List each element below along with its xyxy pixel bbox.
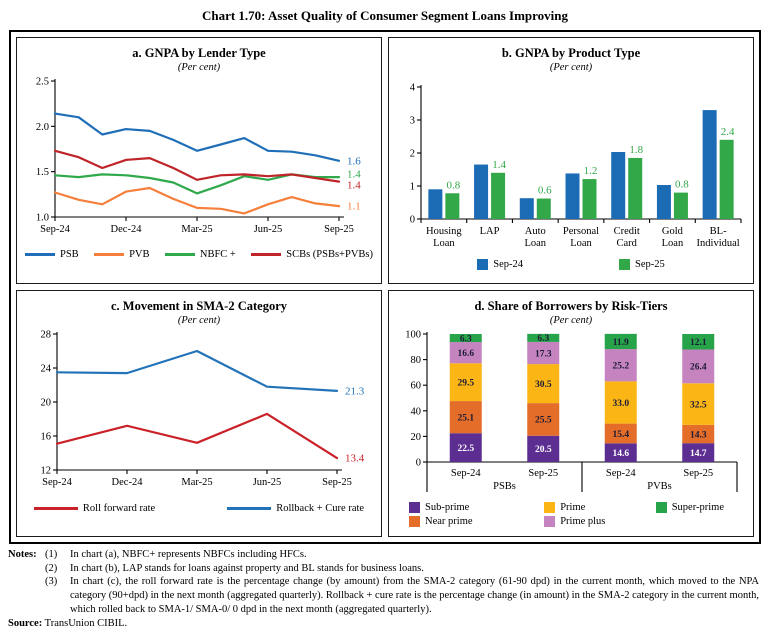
legend-label: Prime (560, 502, 586, 513)
svg-text:100: 100 (405, 329, 421, 341)
legend-sma2 (23, 496, 375, 514)
svg-text:0.6: 0.6 (537, 184, 552, 197)
svg-text:12.1: 12.1 (689, 338, 707, 349)
svg-text:1.4: 1.4 (347, 179, 361, 192)
legend-label: NBFC + (199, 249, 236, 260)
line-chart-gnpa-by-lender-type (23, 75, 375, 243)
legend-item-near-prime (409, 516, 544, 527)
svg-text:1.0: 1.0 (35, 212, 49, 224)
panel-c-subtitle: (Per cent) (177, 315, 221, 326)
legend-label: Prime plus (560, 516, 606, 527)
svg-text:Sep-24: Sep-24 (40, 224, 70, 235)
svg-text:6.3: 6.3 (459, 334, 472, 345)
stacked-bar-chart-risk-tiers (395, 328, 747, 498)
source-label: Source: (8, 618, 43, 630)
svg-text:PVBs: PVBs (647, 481, 672, 492)
svg-text:0: 0 (409, 214, 415, 226)
note-3-text: In chart (c), the roll forward rate is the percentage change (by amount) from the SMA-2 category (61-90 dpd) in the current month, which moved to the NPA category (90+dpd) in the next month (aggregated quarterly). Rollback + cure rate is the percentage change (in amount) in the SMA-2 category in the current month, which rolled back to SMA-1/ SMA-0/ 0 dpd in the next month (aggregated quarterly). (70, 576, 759, 615)
svg-text:6.3: 6.3 (537, 334, 550, 345)
legend-swatch (409, 502, 420, 513)
panel-d-subtitle: (Per cent) (549, 315, 593, 326)
svg-text:Card: Card (616, 238, 637, 249)
legend-label: SCBs (PSBs+PVBs) (286, 249, 373, 260)
svg-text:PSBs: PSBs (493, 481, 516, 492)
svg-text:Sep-24: Sep-24 (450, 468, 481, 479)
svg-text:Sep-24: Sep-24 (42, 477, 72, 488)
legend-swatch (656, 502, 667, 513)
svg-text:30.5: 30.5 (534, 379, 552, 390)
note-1-text: In chart (a), NBFC+ represents NBFCs including HFCs. (70, 549, 307, 560)
legend-product-type (395, 255, 747, 270)
legend-swatch (544, 516, 555, 527)
svg-text:20: 20 (410, 431, 421, 443)
legend-swatch (165, 253, 195, 256)
svg-text:0: 0 (415, 457, 421, 469)
legend-swatch (544, 502, 555, 513)
svg-text:1: 1 (409, 181, 415, 193)
svg-text:1.4: 1.4 (492, 158, 506, 171)
svg-text:29.5: 29.5 (457, 378, 475, 389)
legend-item-sub-prime (409, 502, 544, 513)
panel-d-title: d. Share of Borrowers by Risk-Tiers (474, 299, 668, 313)
svg-text:0.8: 0.8 (675, 178, 689, 191)
legend-label: PSB (60, 249, 79, 260)
legend-label: Roll forward rate (82, 503, 156, 514)
panel-c-title: c. Movement in SMA-2 Category (111, 299, 287, 313)
figure-frame (9, 30, 761, 544)
svg-text:25.2: 25.2 (612, 361, 630, 372)
svg-text:Sep-25: Sep-25 (528, 468, 559, 479)
panel-d-borrowers-by-risk-tiers (388, 290, 754, 537)
legend-swatch (251, 253, 281, 256)
svg-text:14.6: 14.6 (612, 448, 630, 459)
legend-label: Sub-prime (425, 502, 470, 513)
svg-text:25.1: 25.1 (457, 413, 475, 424)
svg-text:20.5: 20.5 (534, 445, 552, 456)
svg-text:BL-: BL- (709, 226, 727, 237)
svg-text:1.4: 1.4 (347, 168, 361, 181)
svg-text:14.7: 14.7 (689, 448, 707, 459)
svg-text:1.8: 1.8 (629, 143, 644, 156)
svg-text:1.5: 1.5 (35, 167, 49, 179)
panel-a-subtitle: (Per cent) (177, 62, 221, 73)
svg-text:25.5: 25.5 (534, 415, 552, 426)
legend-item-super-prime (656, 502, 747, 513)
svg-text:LAP: LAP (479, 226, 500, 237)
svg-text:3: 3 (409, 115, 415, 127)
legend-item-rollback-cure-rate (227, 503, 364, 514)
source-text: TransUnion CIBIL. (44, 618, 128, 630)
svg-text:Housing: Housing (426, 226, 462, 237)
svg-text:22.5: 22.5 (457, 443, 475, 454)
bar-chart-gnpa-by-product-type (395, 75, 747, 255)
svg-text:13.4: 13.4 (345, 452, 365, 465)
panel-b-subtitle: (Per cent) (549, 62, 593, 73)
legend-swatch (477, 259, 488, 270)
svg-text:16.6: 16.6 (457, 348, 475, 359)
legend-item-nbfc (165, 249, 236, 260)
svg-text:14.3: 14.3 (689, 430, 707, 441)
svg-text:0.8: 0.8 (446, 179, 461, 192)
svg-text:4: 4 (409, 82, 415, 94)
legend-label: Sep-25 (635, 259, 665, 270)
svg-text:32.5: 32.5 (689, 400, 707, 411)
panel-c-movement-in-sma2 (16, 290, 382, 537)
svg-text:20: 20 (40, 397, 51, 409)
svg-text:Auto: Auto (524, 226, 546, 237)
svg-text:26.4: 26.4 (689, 362, 707, 373)
legend-swatch (94, 253, 124, 256)
svg-text:2.5: 2.5 (35, 76, 49, 88)
svg-text:2.4: 2.4 (720, 125, 735, 138)
panel-b-gnpa-by-product-type (388, 37, 754, 284)
svg-text:Dec-24: Dec-24 (111, 477, 143, 488)
note-1-num: (1) (45, 549, 58, 560)
legend-swatch (25, 253, 55, 256)
legend-label: PVB (129, 249, 150, 260)
svg-text:Mar-25: Mar-25 (181, 477, 213, 488)
svg-text:Gold: Gold (661, 226, 683, 237)
legend-item-sep-24 (477, 259, 523, 270)
svg-text:Sep-25: Sep-25 (322, 477, 352, 488)
note-3-num: (3) (45, 576, 58, 588)
notes-section (8, 548, 761, 631)
svg-text:33.0: 33.0 (612, 398, 630, 409)
svg-text:15.4: 15.4 (612, 429, 630, 440)
legend-label: Super-prime (671, 502, 724, 513)
panel-a-title: a. GNPA by Lender Type (132, 46, 266, 60)
svg-text:17.3: 17.3 (534, 349, 552, 360)
svg-text:Sep-25: Sep-25 (324, 224, 354, 235)
legend-item-roll-forward-rate (34, 503, 155, 514)
legend-item-prime (544, 502, 656, 513)
legend-lender-type (23, 243, 375, 260)
svg-text:16: 16 (40, 431, 51, 443)
svg-text:2.0: 2.0 (35, 121, 49, 133)
svg-text:Credit: Credit (613, 226, 640, 237)
svg-text:21.3: 21.3 (345, 385, 365, 398)
svg-text:2: 2 (409, 148, 415, 160)
legend-swatch (227, 507, 271, 510)
svg-text:60: 60 (410, 380, 421, 392)
panel-a-gnpa-by-lender-type (16, 37, 382, 284)
figure-title: Chart 1.70: Asset Quality of Consumer Segment Loans Improving (201, 8, 569, 23)
svg-text:Loan: Loan (661, 238, 684, 249)
svg-text:Mar-25: Mar-25 (181, 224, 213, 235)
legend-label: Near prime (425, 516, 473, 527)
note-2-num: (2) (45, 562, 58, 574)
legend-label: Rollback + Cure rate (276, 503, 365, 514)
legend-item-sep-25 (619, 259, 665, 270)
legend-item-psb (25, 249, 79, 260)
panel-b-title: b. GNPA by Product Type (501, 46, 641, 60)
legend-risk-tiers (395, 498, 747, 527)
line-chart-sma2-movement (23, 328, 375, 496)
svg-text:Jun-25: Jun-25 (253, 224, 283, 235)
svg-text:Sep-24: Sep-24 (605, 468, 636, 479)
svg-text:80: 80 (410, 355, 421, 367)
svg-text:1.2: 1.2 (583, 165, 598, 178)
notes-label: Notes: (8, 549, 37, 560)
svg-text:40: 40 (410, 406, 421, 418)
svg-text:12: 12 (40, 465, 51, 477)
svg-text:11.9: 11.9 (612, 337, 629, 348)
svg-text:24: 24 (40, 363, 51, 375)
svg-text:28: 28 (40, 329, 51, 341)
svg-text:Loan: Loan (524, 238, 547, 249)
svg-text:Dec-24: Dec-24 (110, 224, 142, 235)
legend-swatch (34, 507, 78, 510)
svg-text:Jun-25: Jun-25 (252, 477, 282, 488)
legend-swatch (409, 516, 420, 527)
svg-text:Individual: Individual (696, 238, 740, 249)
note-2-text: In chart (b), LAP stands for loans against property and BL stands for business loans. (70, 562, 424, 574)
legend-item-scbs-psbs-pvbs (251, 249, 373, 260)
svg-text:1.1: 1.1 (347, 200, 361, 213)
svg-text:Personal: Personal (562, 226, 600, 237)
legend-item-prime-plus (544, 516, 656, 527)
legend-item-pvb (94, 249, 149, 260)
svg-text:1.6: 1.6 (347, 155, 361, 168)
svg-text:Sep-25: Sep-25 (683, 468, 714, 479)
svg-text:Loan: Loan (570, 238, 592, 249)
legend-label: Sep-24 (493, 259, 523, 270)
svg-text:Loan: Loan (433, 238, 455, 249)
source-line (8, 617, 761, 631)
legend-swatch (619, 259, 630, 270)
